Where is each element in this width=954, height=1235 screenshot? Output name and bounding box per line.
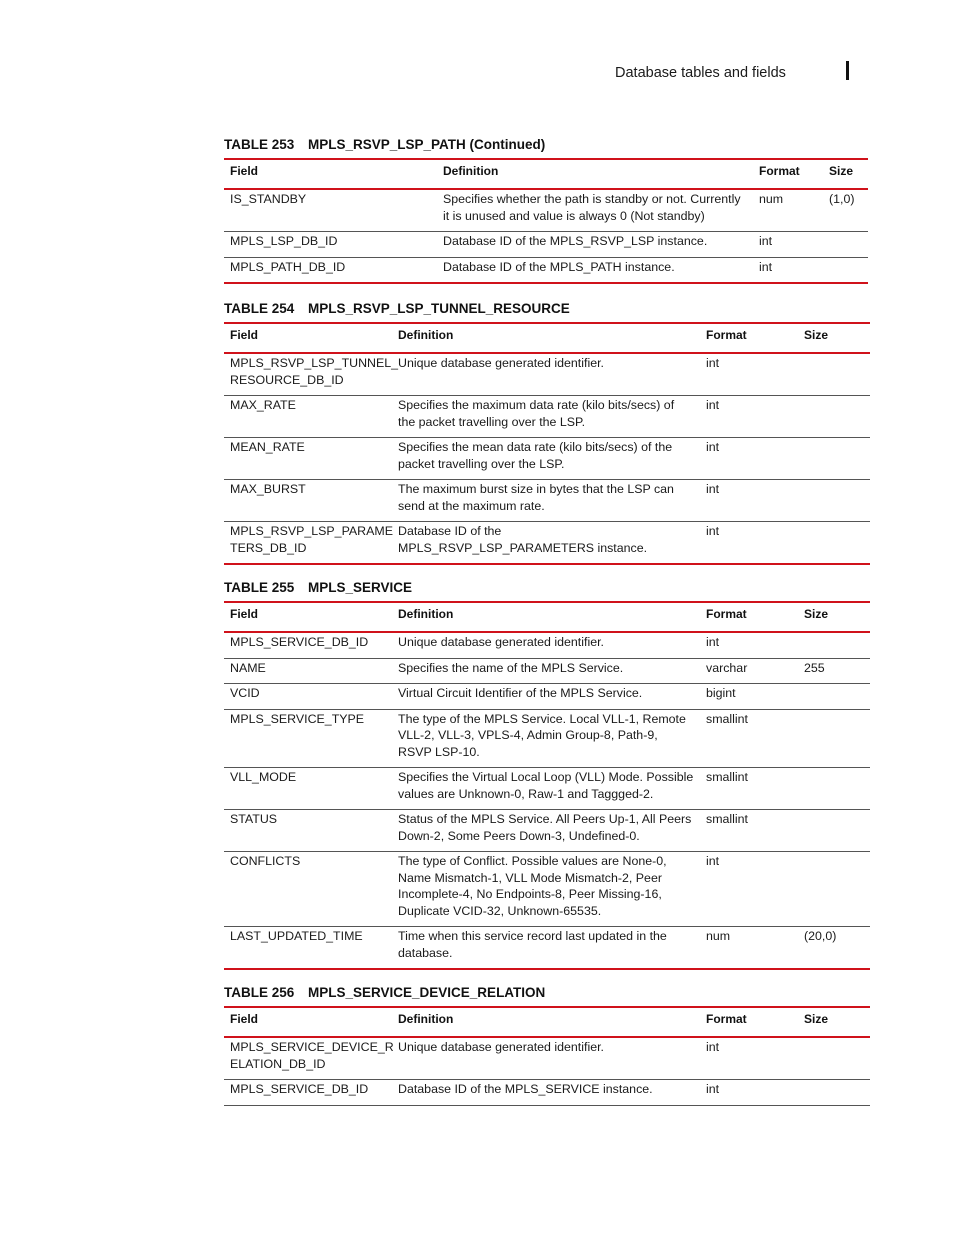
- size-cell: [798, 709, 870, 768]
- field-cell: MPLS_SERVICE_DB_ID: [224, 632, 392, 658]
- format-cell: bigint: [700, 684, 798, 710]
- table-title: MPLS_SERVICE: [308, 580, 413, 595]
- size-cell: (20,0): [804, 929, 837, 943]
- field-cell: VCID: [224, 684, 392, 710]
- format-cell: int: [753, 232, 823, 258]
- field-cell: MPLS_PATH_DB_ID: [230, 259, 346, 274]
- definition-cell: Specifies the maximum data rate (kilo bits/secs) of the packet travelling over the LSP.: [392, 396, 700, 438]
- field-cell: LAST_UPDATED_TIME: [230, 929, 363, 943]
- table-253: [224, 136, 868, 284]
- table-number: TABLE 254: [224, 301, 295, 316]
- format-cell: int: [700, 852, 798, 927]
- column-header: Size: [823, 159, 868, 189]
- column-header: Definition: [392, 323, 700, 353]
- format-cell: int: [700, 438, 798, 480]
- format-cell: int: [706, 1082, 720, 1096]
- definition-cell: Specifies the Virtual Local Loop (VLL) Mode. Possible values are Unknown-0, Raw-1 and Taggged-2.: [392, 768, 700, 810]
- data-table: [224, 322, 870, 565]
- size-cell: [823, 257, 868, 283]
- size-cell: [798, 768, 870, 810]
- size-cell: [798, 522, 870, 565]
- column-header: Field: [224, 323, 392, 353]
- size-cell: [798, 852, 870, 927]
- table-row: [224, 353, 870, 396]
- table-title: MPLS_RSVP_LSP_PATH (Continued): [308, 137, 546, 152]
- definition-cell: Database ID of the MPLS_RSVP_LSP_PARAMETERS instance.: [398, 524, 648, 555]
- definition-cell: Specifies the name of the MPLS Service.: [392, 658, 700, 684]
- table-row: [224, 189, 868, 232]
- format-cell: int: [706, 524, 720, 538]
- definition-cell: The maximum burst size in bytes that the LSP can send at the maximum rate.: [392, 480, 700, 522]
- definition-cell: The type of the MPLS Service. Local VLL-1, Remote VLL-2, VLL-3, VPLS-4, Admin Group-8, Path-9, RSVP LSP-10.: [392, 709, 700, 768]
- size-cell: [798, 396, 870, 438]
- size-cell: [798, 480, 870, 522]
- table-row: [224, 257, 868, 283]
- table-number: TABLE 253: [224, 137, 295, 152]
- table-row: [224, 768, 870, 810]
- table-title: MPLS_RSVP_LSP_TUNNEL_RESOURCE: [308, 301, 570, 316]
- definition-cell: The type of Conflict. Possible values are None-0, Name Mismatch-1, VLL Mode Mismatch-2, Peer Incomplete-4, No Endpoints-8, Peer Missing-16, Duplicate VCID-32, Unknown-65535.: [392, 852, 700, 927]
- field-cell: MPLS_RSVP_LSP_PARAME TERS_DB_ID: [230, 524, 393, 555]
- column-header: Size: [798, 602, 870, 632]
- size-cell: 255: [798, 658, 870, 684]
- size-cell: [798, 438, 870, 480]
- table-row: [224, 709, 870, 768]
- field-cell: MPLS_LSP_DB_ID: [224, 232, 437, 258]
- format-cell: int: [700, 353, 798, 396]
- table-row: [224, 438, 870, 480]
- field-cell: MPLS_SERVICE_DEVICE_R ELATION_DB_ID: [224, 1037, 392, 1080]
- column-header: Size: [798, 1007, 870, 1037]
- table-row: [224, 927, 870, 970]
- field-cell: MAX_RATE: [224, 396, 392, 438]
- format-cell: int: [700, 632, 798, 658]
- format-cell: int: [700, 396, 798, 438]
- column-header: Format: [700, 602, 798, 632]
- table-row: [224, 684, 870, 710]
- table-row: [224, 396, 870, 438]
- table-caption: [224, 984, 870, 1006]
- format-cell: int: [700, 1037, 798, 1080]
- table-row: [224, 232, 868, 258]
- table-row: [224, 810, 870, 852]
- format-cell: int: [759, 259, 773, 274]
- definition-cell: Status of the MPLS Service. All Peers Up-1, All Peers Down-2, Some Peers Down-3, Undefined-0.: [392, 810, 700, 852]
- definition-cell: Database ID of the MPLS_SERVICE instance.: [398, 1082, 653, 1096]
- size-cell: [823, 232, 868, 258]
- column-header: Size: [798, 323, 870, 353]
- table-title: MPLS_SERVICE_DEVICE_RELATION: [308, 985, 546, 1000]
- definition-cell: Time when this service record last updated in the database.: [398, 929, 667, 960]
- data-table: [224, 601, 870, 970]
- table-row: [224, 480, 870, 522]
- column-header: Format: [700, 1007, 798, 1037]
- table-row: [224, 852, 870, 927]
- field-cell: STATUS: [224, 810, 392, 852]
- field-cell: NAME: [224, 658, 392, 684]
- table-number: TABLE 256: [224, 985, 295, 1000]
- table-row: [224, 1037, 870, 1080]
- definition-cell: Database ID of the MPLS_PATH instance.: [443, 259, 675, 274]
- format-cell: smallint: [700, 810, 798, 852]
- table-row: [224, 632, 870, 658]
- field-cell: MAX_BURST: [224, 480, 392, 522]
- table-255: [224, 579, 870, 970]
- field-cell: MPLS_SERVICE_TYPE: [224, 709, 392, 768]
- table-row: [224, 658, 870, 684]
- definition-cell: Specifies the mean data rate (kilo bits/secs) of the packet travelling over the LSP.: [392, 438, 700, 480]
- table-caption: [224, 579, 870, 601]
- field-cell: MPLS_SERVICE_DB_ID: [230, 1082, 369, 1096]
- size-cell: [798, 1080, 870, 1106]
- size-cell: [798, 632, 870, 658]
- table-caption: [224, 300, 870, 322]
- column-header: Field: [224, 159, 437, 189]
- table-254: [224, 300, 870, 565]
- column-header: Definition: [392, 602, 700, 632]
- table-caption: [224, 136, 868, 158]
- size-cell: [798, 810, 870, 852]
- format-cell: int: [700, 480, 798, 522]
- size-cell: [798, 684, 870, 710]
- definition-cell: Unique database generated identifier.: [392, 353, 700, 396]
- column-header: Definition: [392, 1007, 700, 1037]
- definition-cell: Unique database generated identifier.: [392, 632, 700, 658]
- field-cell: MPLS_RSVP_LSP_TUNNEL_ RESOURCE_DB_ID: [224, 353, 392, 396]
- data-table: [224, 1006, 870, 1106]
- definition-cell: Unique database generated identifier.: [392, 1037, 700, 1080]
- table-row: [224, 522, 870, 565]
- format-cell: num: [706, 929, 731, 943]
- column-header: Definition: [437, 159, 753, 189]
- format-cell: smallint: [700, 768, 798, 810]
- column-header: Field: [224, 1007, 392, 1037]
- definition-cell: Virtual Circuit Identifier of the MPLS Service.: [392, 684, 700, 710]
- size-cell: [798, 1037, 870, 1080]
- definition-cell: Specifies whether the path is standby or not. Currently it is unused and value is always 0 (Not standby): [437, 189, 753, 232]
- field-cell: IS_STANDBY: [224, 189, 437, 232]
- field-cell: MEAN_RATE: [224, 438, 392, 480]
- format-cell: varchar: [700, 658, 798, 684]
- table-row: [224, 1080, 870, 1106]
- table-256: [224, 984, 870, 1106]
- column-header: Format: [753, 159, 823, 189]
- running-header: Database tables and fields: [615, 65, 786, 81]
- field-cell: CONFLICTS: [224, 852, 392, 927]
- field-cell: VLL_MODE: [224, 768, 392, 810]
- format-cell: smallint: [700, 709, 798, 768]
- definition-cell: Database ID of the MPLS_RSVP_LSP instance.: [437, 232, 753, 258]
- column-header: Field: [224, 602, 392, 632]
- header-bar: [846, 61, 849, 80]
- table-number: TABLE 255: [224, 580, 295, 595]
- data-table: [224, 158, 868, 284]
- size-cell: (1,0): [823, 189, 868, 232]
- column-header: Format: [700, 323, 798, 353]
- size-cell: [798, 353, 870, 396]
- format-cell: num: [753, 189, 823, 232]
